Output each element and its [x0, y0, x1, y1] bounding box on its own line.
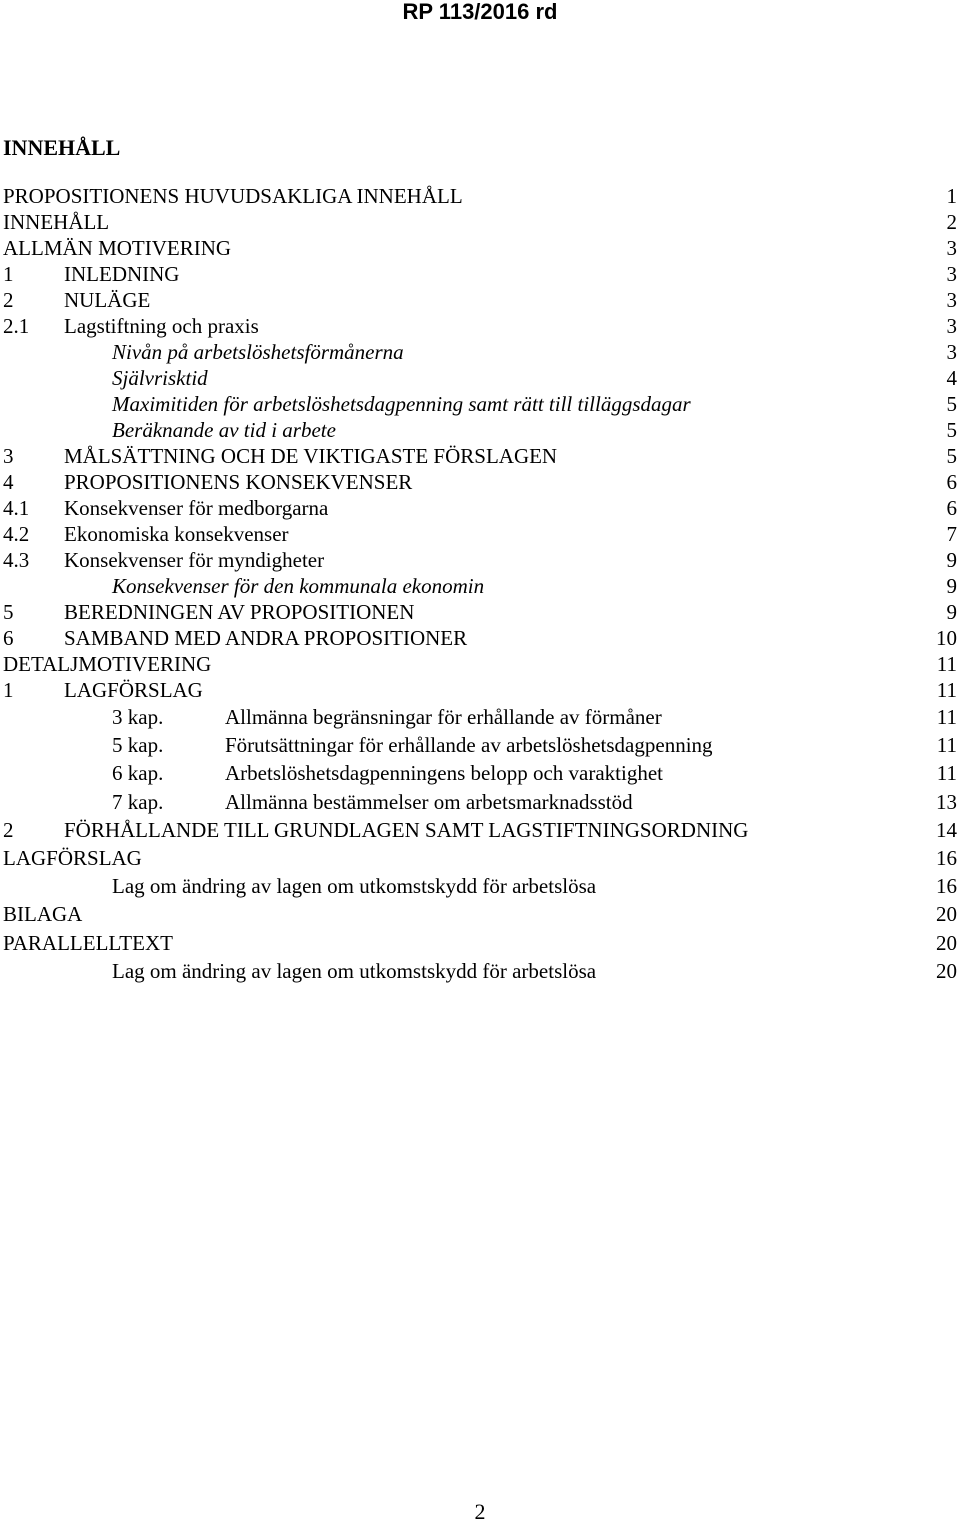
toc-entry-label: Lagstiftning och praxis [64, 314, 259, 338]
toc-entry[interactable] [3, 209, 957, 235]
toc-entry[interactable] [3, 313, 957, 339]
toc-entry-page: 16 [936, 874, 957, 899]
toc-entry[interactable] [3, 235, 957, 261]
toc-entry-page: 11 [936, 705, 957, 729]
toc-entry[interactable] [3, 816, 957, 844]
toc-entry-number: 3 [3, 444, 14, 468]
toc-entry-number: 4.2 [3, 522, 30, 546]
toc-entry-number: 2 [3, 288, 14, 312]
toc-entry-number: 4.3 [3, 548, 30, 572]
toc-entry-label: ALLMÄN MOTIVERING [3, 236, 232, 260]
toc-entry-page: 7 [946, 522, 957, 546]
toc-entry[interactable] [3, 651, 957, 677]
toc-entry[interactable] [3, 599, 957, 625]
toc-entry[interactable] [3, 900, 957, 928]
toc-entry[interactable] [3, 677, 957, 703]
toc-entry-number: 1 [3, 678, 14, 702]
toc-entry-number: 1 [3, 262, 14, 286]
toc-entry[interactable] [3, 547, 957, 573]
toc-entry[interactable] [3, 339, 957, 365]
toc-entry-number: 5 kap. [112, 733, 164, 758]
toc-entry-label: SAMBAND MED ANDRA PROPOSITIONER [64, 626, 468, 650]
toc-heading: INNEHÅLL [3, 135, 121, 160]
toc-entry-page: 2 [946, 210, 957, 234]
toc-entry-page: 20 [936, 930, 957, 955]
toc-entry-page: 3 [946, 314, 957, 338]
toc-entry-number: 4 [3, 470, 14, 494]
toc-entry-page: 1 [946, 184, 957, 208]
toc-entry-number: 7 kap. [112, 789, 164, 814]
toc-entry-label: INNEHÅLL [3, 210, 110, 234]
toc-entry-page: 3 [946, 236, 957, 260]
toc-entry[interactable] [3, 929, 957, 957]
toc-entry-label: Lag om ändring av lagen om utkomstskydd för arbetslösa [112, 874, 597, 899]
toc-entry-page: 13 [936, 789, 957, 814]
toc-entry-page: 9 [946, 600, 957, 624]
toc-entry-page: 5 [946, 418, 957, 442]
toc-entry-page: 9 [946, 548, 957, 572]
toc-entry-label: Lag om ändring av lagen om utkomstskydd för arbetslösa [112, 958, 597, 983]
toc-entry-label: PROPOSITIONENS KONSEKVENSER [64, 470, 413, 494]
toc-entry-label: Allmänna begränsningar för erhållande av förmåner [225, 705, 662, 729]
toc-entry[interactable] [3, 261, 957, 287]
toc-entry-label: PROPOSITIONENS HUVUDSAKLIGA INNEHÅLL [3, 184, 463, 208]
toc-entry-label: Nivån på arbetslöshetsförmånerna [112, 340, 404, 364]
toc-entry-page: 3 [946, 340, 957, 364]
toc-entry[interactable] [3, 287, 957, 313]
toc-entry-page: 4 [946, 366, 957, 390]
toc-entry[interactable] [3, 759, 957, 787]
toc-entry-label: Självrisktid [112, 366, 208, 390]
toc-entry-label: Maximitiden för arbetslöshetsdagpenning samt rätt till tilläggsdagar [112, 392, 691, 416]
toc-entry-page: 11 [936, 652, 957, 676]
toc-entry-label: Konsekvenser för medborgarna [64, 496, 329, 520]
toc-entry-page: 9 [946, 574, 957, 598]
toc-entry-number: 3 kap. [112, 705, 164, 729]
toc-entry-label: NULÄGE [64, 288, 151, 312]
toc-entry-label: LAGFÖRSLAG [64, 678, 203, 702]
toc-entry-page: 5 [946, 444, 957, 468]
toc-entry[interactable] [3, 183, 957, 209]
toc-entry[interactable] [3, 391, 957, 417]
toc-entry-page: 11 [936, 678, 957, 702]
toc-entry[interactable] [3, 731, 957, 759]
toc-entry[interactable] [3, 365, 957, 391]
toc-entry-page: 14 [936, 817, 957, 842]
toc-entry-label: PARALLELLTEXT [3, 930, 173, 955]
toc-entry-number: 5 [3, 600, 14, 624]
toc-entry-page: 10 [936, 626, 957, 650]
toc-entry[interactable] [3, 703, 957, 731]
toc-entry-label: Ekonomiska konsekvenser [64, 522, 289, 546]
toc-entry-label: INLEDNING [64, 262, 180, 286]
toc-entry-label: MÅLSÄTTNING OCH DE VIKTIGASTE FÖRSLAGEN [64, 444, 558, 468]
toc-entry-page: 16 [936, 845, 957, 870]
toc-entry-label: Konsekvenser för den kommunala ekonomin [112, 574, 485, 598]
toc-entry-label: BEREDNINGEN AV PROPOSITIONEN [64, 600, 415, 624]
toc-entry[interactable] [3, 872, 957, 900]
toc-entry[interactable] [3, 443, 957, 469]
toc-entry[interactable] [3, 495, 957, 521]
document-header: RP 113/2016 rd [402, 0, 558, 24]
toc-entry-label: Arbetslöshetsdagpenningens belopp och varaktighet [225, 761, 663, 786]
toc-entry-page: 6 [946, 470, 957, 494]
toc-entry-label: Förutsättningar för erhållande av arbetslöshetsdagpenning [225, 733, 713, 758]
toc-entry-page: 3 [946, 288, 957, 312]
toc-entry-label: BILAGA [3, 902, 83, 927]
toc-entry-label: FÖRHÅLLANDE TILL GRUNDLAGEN SAMT LAGSTIFTNINGSORDNING [64, 817, 749, 842]
toc-entry[interactable] [3, 625, 957, 651]
toc-entry-label: Konsekvenser för myndigheter [64, 548, 325, 572]
toc-entry[interactable] [3, 844, 957, 872]
toc-entry-label: LAGFÖRSLAG [3, 845, 142, 870]
toc-entry-label: Allmänna bestämmelser om arbetsmarknadsstöd [225, 789, 633, 814]
toc-entry-label: DETALJMOTIVERING [3, 652, 212, 676]
toc-entry[interactable] [3, 469, 957, 495]
toc-entry-page: 3 [946, 262, 957, 286]
toc-entry[interactable] [3, 573, 957, 599]
table-of-contents [3, 183, 957, 985]
toc-entry-number: 2 [3, 817, 14, 842]
toc-entry-page: 20 [936, 958, 957, 983]
page-number: 2 [474, 1499, 486, 1524]
toc-entry[interactable] [3, 417, 957, 443]
toc-entry-page: 6 [946, 496, 957, 520]
toc-entry-number: 2.1 [3, 314, 30, 338]
toc-entry-number: 6 kap. [112, 761, 164, 786]
toc-entry[interactable] [3, 957, 957, 985]
toc-entry-page: 20 [936, 902, 957, 927]
toc-entry-page: 11 [936, 761, 957, 786]
toc-entry-page: 5 [946, 392, 957, 416]
toc-entry-page: 11 [936, 733, 957, 758]
toc-entry[interactable] [3, 521, 957, 547]
toc-entry[interactable] [3, 788, 957, 816]
toc-entry-number: 6 [3, 626, 14, 650]
toc-entry-number: 4.1 [3, 496, 30, 520]
toc-entry-label: Beräknande av tid i arbete [112, 418, 336, 442]
